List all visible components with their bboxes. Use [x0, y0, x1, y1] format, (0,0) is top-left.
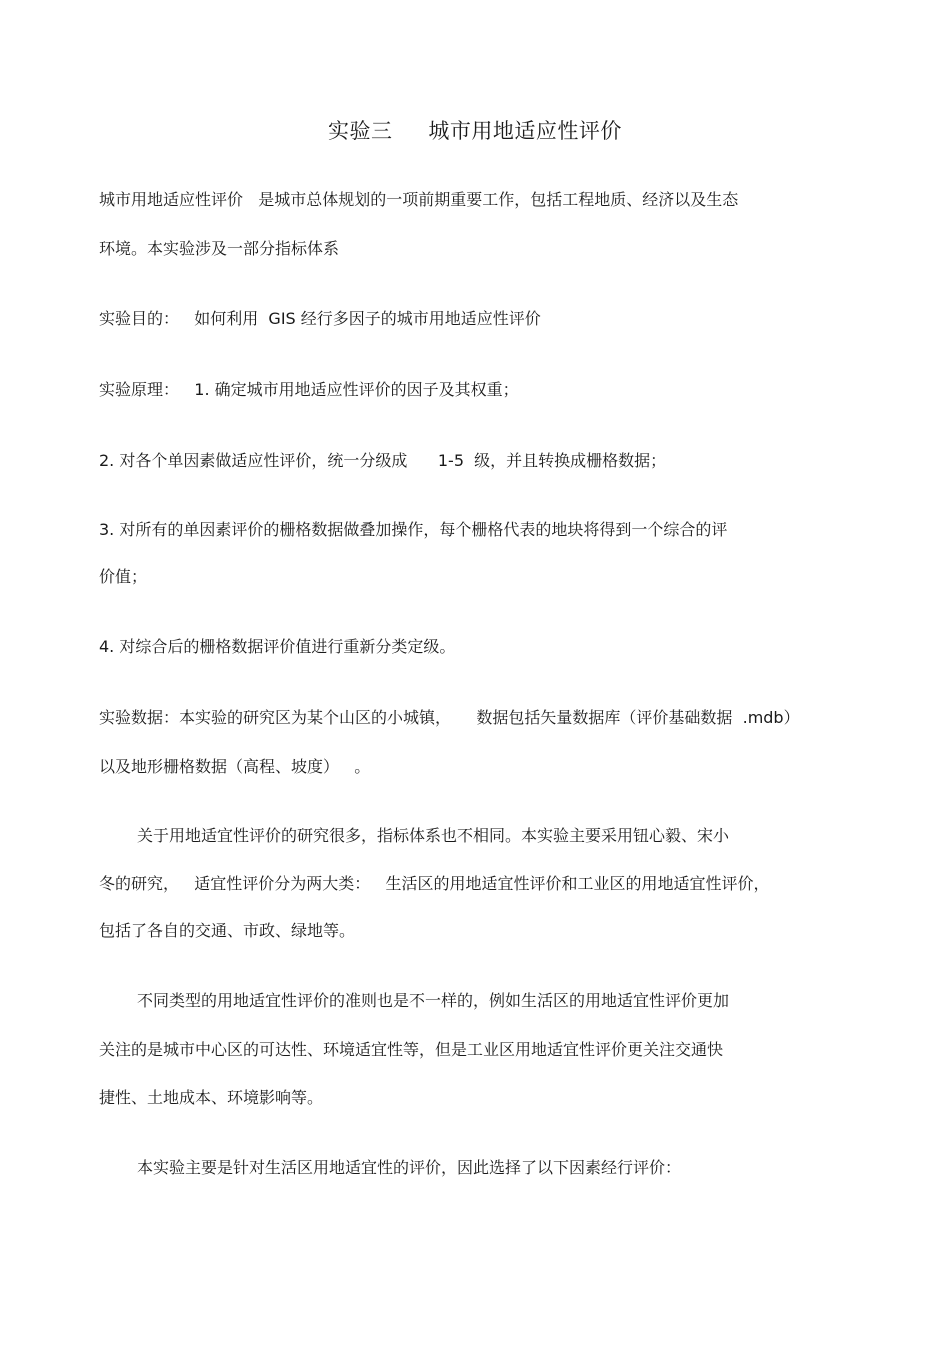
- paragraph-line: 本实验主要是针对生活区用地适宜性的评价，因此选择了以下因素经行评价：: [137, 1158, 682, 1177]
- paragraph-line: 实验数据：本实验的研究区为某个山区的小城镇， 数据包括矢量数据库（评价基础数据 .mdb）: [99, 708, 800, 727]
- paragraph-line: 关于用地适宜性评价的研究很多，指标体系也不相同。本实验主要采用钮心毅、宋小: [137, 826, 730, 845]
- paragraph-line: 实验原理： 1. 确定城市用地适应性评价的因子及其权重；: [99, 380, 519, 399]
- paragraph-line: 城市用地适应性评价 是城市总体规划的一项前期重要工作，包括工程地质、经济以及生态: [99, 190, 739, 209]
- paragraph-line: 冬的研究， 适宜性评价分为两大类： 生活区的用地适宜性评价和工业区的用地适宜性评价，: [99, 874, 770, 893]
- paragraph-line: 价值；: [99, 567, 148, 586]
- paragraph-line: 环境。本实验涉及一部分指标体系: [99, 239, 340, 258]
- paragraph-line: 4. 对综合后的栅格数据评价值进行重新分类定级。: [99, 637, 456, 656]
- paragraph-line: 3. 对所有的单因素评价的栅格数据做叠加操作，每个栅格代表的地块将得到一个综合的评: [99, 520, 728, 539]
- paragraph-line: 包括了各自的交通、市政、绿地等。: [99, 921, 356, 940]
- paragraph-line: 2. 对各个单因素做适应性评价，统一分级成 1-5 级，并且转换成栅格数据；: [99, 451, 667, 470]
- paragraph-line: 捷性、土地成本、环境影响等。: [99, 1088, 324, 1107]
- paragraph-line: 实验目的： 如何利用 GIS 经行多因子的城市用地适应性评价: [99, 309, 541, 328]
- paragraph-line: 以及地形栅格数据（高程、坡度） 。: [99, 757, 371, 776]
- paragraph-line: 不同类型的用地适宜性评价的准则也是不一样的，例如生活区的用地适宜性评价更加: [137, 991, 730, 1010]
- document-title: 实验三 城市用地适应性评价: [328, 119, 622, 143]
- paragraph-line: 关注的是城市中心区的可达性、环境适宜性等，但是工业区用地适宜性评价更关注交通快: [99, 1040, 724, 1059]
